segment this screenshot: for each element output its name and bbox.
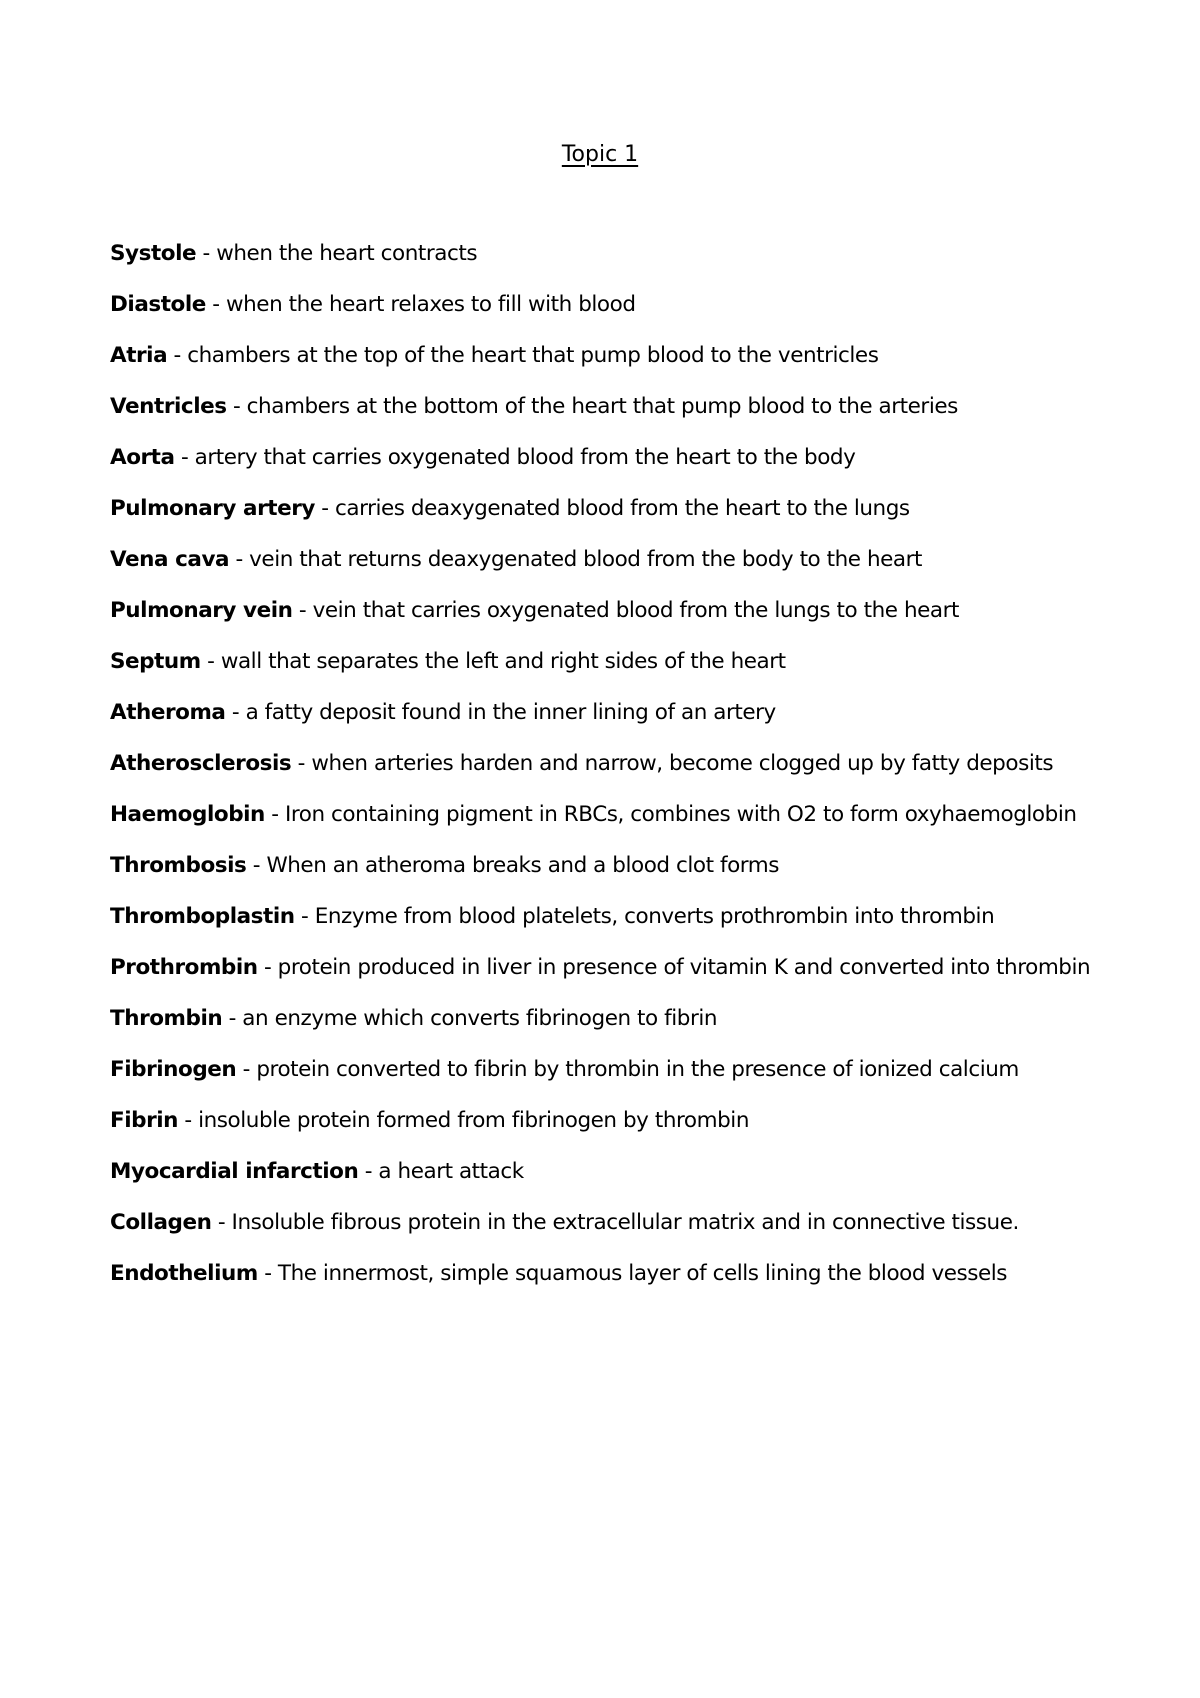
entry-definition: - chambers at the top of the heart that pump blood to the ventricles <box>167 343 879 368</box>
entry-definition: - chambers at the bottom of the heart that pump blood to the arteries <box>226 394 958 419</box>
entry-term: Pulmonary artery <box>110 496 315 521</box>
glossary-entry <box>110 534 1110 585</box>
glossary-entry <box>110 942 1110 993</box>
entry-term: Fibrinogen <box>110 1057 237 1082</box>
entry-definition: - protein converted to fibrin by thrombin in the presence of ionized calcium <box>236 1057 1019 1082</box>
entry-term: Thrombin <box>110 1006 223 1031</box>
entry-definition: - when the heart relaxes to fill with blood <box>205 292 636 317</box>
glossary-entry <box>110 1197 1110 1248</box>
entry-definition: - vein that carries oxygenated blood from the lungs to the heart <box>292 598 959 623</box>
entry-term: Atheroma <box>110 700 226 725</box>
entry-definition: - protein produced in liver in presence of vitamin K and converted into thrombin <box>257 955 1091 980</box>
glossary-entry <box>110 738 1110 789</box>
entry-definition: - an enzyme which converts fibrinogen to fibrin <box>222 1006 718 1031</box>
entry-definition: - insoluble protein formed from fibrinogen by thrombin <box>178 1108 750 1133</box>
entry-definition: - Iron containing pigment in RBCs, combines with O2 to form oxyhaemoglobin <box>264 802 1077 827</box>
glossary-entry <box>110 585 1110 636</box>
entry-definition: - when the heart contracts <box>196 241 478 266</box>
entry-term: Diastole <box>110 292 206 317</box>
entry-definition: - a heart attack <box>358 1159 524 1184</box>
entry-term: Vena cava <box>110 547 230 572</box>
glossary-entry <box>110 636 1110 687</box>
glossary-entry <box>110 1146 1110 1197</box>
entry-term: Aorta <box>110 445 175 470</box>
glossary-entry <box>110 432 1110 483</box>
entry-term: Prothrombin <box>110 955 258 980</box>
glossary-entry <box>110 1248 1110 1299</box>
entry-term: Fibrin <box>110 1108 179 1133</box>
entry-term: Septum <box>110 649 201 674</box>
entry-term: Ventricles <box>110 394 227 419</box>
entry-term: Haemoglobin <box>110 802 265 827</box>
glossary-entry <box>110 993 1110 1044</box>
entry-term: Pulmonary vein <box>110 598 293 623</box>
glossary-entry <box>110 687 1110 738</box>
entry-term: Atria <box>110 343 168 368</box>
entry-definition: - The innermost, simple squamous layer of cells lining the blood vessels <box>257 1261 1008 1286</box>
glossary-entry <box>110 483 1110 534</box>
entry-definition: - vein that returns deaxygenated blood from the body to the heart <box>229 547 923 572</box>
entry-definition: - when arteries harden and narrow, become clogged up by fatty deposits <box>291 751 1054 776</box>
entry-definition: - When an atheroma breaks and a blood clot forms <box>246 853 780 878</box>
entry-definition: - artery that carries oxygenated blood from the heart to the body <box>174 445 856 470</box>
entry-term: Thromboplastin <box>110 904 295 929</box>
entry-term: Collagen <box>110 1210 212 1235</box>
entry-term: Thrombosis <box>110 853 247 878</box>
glossary-entry <box>110 840 1110 891</box>
glossary-entry <box>110 330 1110 381</box>
entry-definition: - a fatty deposit found in the inner lining of an artery <box>225 700 776 725</box>
glossary-entry <box>110 381 1110 432</box>
glossary-entry <box>110 789 1110 840</box>
entry-term: Systole <box>110 241 197 266</box>
page-title <box>0 142 1200 167</box>
entry-definition: - carries deaxygenated blood from the heart to the lungs <box>314 496 910 521</box>
entry-term: Myocardial infarction <box>110 1159 359 1184</box>
entry-definition: - wall that separates the left and right sides of the heart <box>200 649 786 674</box>
glossary-entry <box>110 1095 1110 1146</box>
glossary-entry <box>110 891 1110 942</box>
glossary-entry <box>110 1044 1110 1095</box>
glossary-list <box>110 228 1110 1299</box>
glossary-entry <box>110 228 1110 279</box>
glossary-entry <box>110 279 1110 330</box>
entry-definition: - Enzyme from blood platelets, converts prothrombin into thrombin <box>294 904 995 929</box>
entry-term: Atherosclerosis <box>110 751 292 776</box>
entry-term: Endothelium <box>110 1261 258 1286</box>
entry-definition: - Insoluble fibrous protein in the extracellular matrix and in connective tissue. <box>211 1210 1019 1235</box>
page-title-text: Topic 1 <box>561 142 639 167</box>
